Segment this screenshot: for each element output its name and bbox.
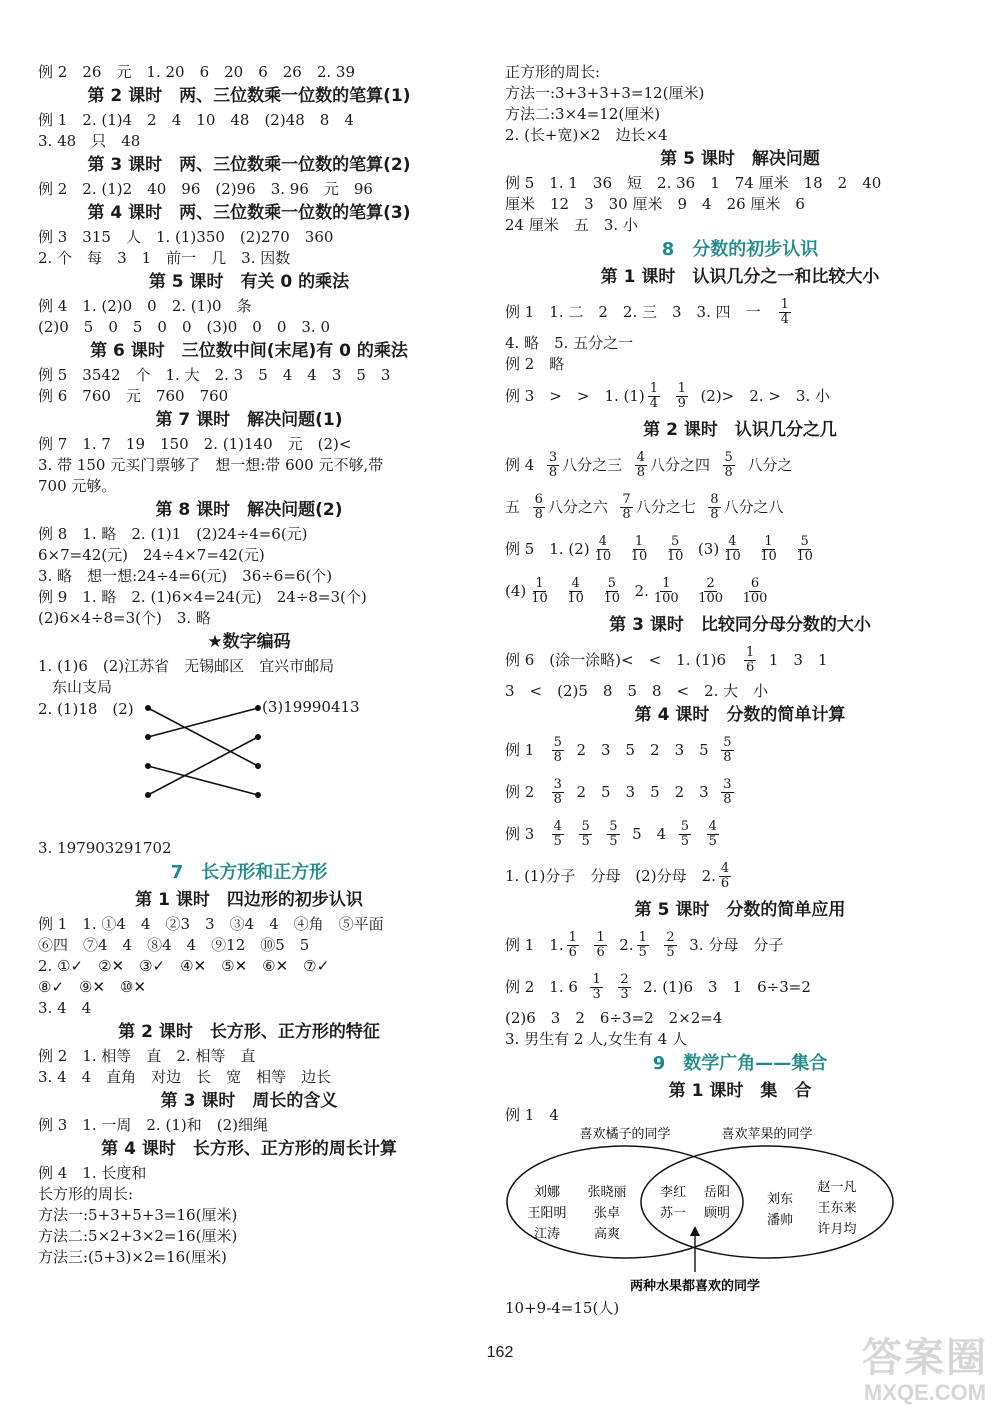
answer-text: 3. 分母 分子 (689, 935, 784, 954)
denominator: 3 (592, 986, 601, 1002)
answer-text: 2 3 5 2 3 5 (576, 740, 709, 759)
numerator: 1 (649, 380, 659, 396)
dot (255, 763, 261, 769)
answer-line: 方法二:3×4=12(厘米) (505, 105, 661, 123)
numerator: 5 (723, 734, 732, 750)
fraction (723, 451, 735, 479)
chapter-heading: 9 数学广角——集合 (652, 1053, 828, 1074)
answer-line (505, 639, 975, 681)
denominator: 6 (720, 875, 730, 891)
answer-line: 1. (1)6 (2)江苏省 无锡邮区 宜兴市邮局 (38, 657, 335, 675)
numerator: 5 (553, 734, 562, 750)
dot (255, 734, 261, 740)
fraction (629, 535, 650, 563)
denominator: 8 (548, 464, 558, 480)
answer-line (505, 729, 975, 771)
numerator: 5 (670, 533, 680, 549)
fraction (529, 577, 550, 605)
venn-name: 王东来 (817, 1201, 857, 1216)
match-line (148, 766, 258, 795)
answer-line: 2. (1)18 (2) (38, 700, 134, 718)
example-label: 例 3 (505, 824, 535, 843)
lesson-heading: 第 3 课时 周长的含义 (160, 1091, 338, 1111)
venn-name: 张晓丽 (587, 1185, 627, 1200)
fraction (552, 820, 564, 848)
fraction (652, 577, 681, 605)
denominator: 4 (649, 395, 659, 411)
denominator: 8 (724, 464, 733, 480)
answer-line: 2. (长+宽)×2 边长×4 (505, 126, 668, 144)
lesson-heading: 第 2 课时 认识几分之几 (643, 420, 837, 440)
answer-line: 例 2 略 (505, 355, 565, 373)
fraction (601, 577, 622, 605)
fraction (594, 931, 606, 959)
denominator: 5 (581, 833, 590, 849)
numerator: 3 (723, 776, 732, 792)
answer-line: 2. 个 每 3 1 前一 几 3. 因数 (38, 249, 291, 267)
answer-line: 例 1 2. (1)4 2 4 10 48 (2)48 8 4 (38, 111, 354, 129)
answer-line: 例 3 1. 一周 2. (1)和 (2)细绳 (38, 1116, 268, 1134)
denominator: 10 (531, 590, 548, 606)
denominator: 5 (638, 944, 647, 960)
fraction (741, 577, 770, 605)
match-line (148, 708, 258, 737)
answer-line: 3 < (2)5 8 5 8 < 2. 大 小 (505, 682, 769, 700)
fraction (648, 382, 660, 410)
answer-text: 1 3 1 (768, 650, 828, 669)
matching-diagram (38, 698, 460, 838)
lesson-heading: 第 6 课时 三位数中间(末尾)有 0 的乘法 (90, 341, 408, 361)
denominator: 8 (622, 506, 631, 522)
answer-line: 例 7 1. 7 19 150 2. (1)140 元 (2)< (38, 435, 352, 453)
lesson-heading: 第 4 课时 两、三位数乘一位数的笔算(3) (87, 203, 411, 223)
numerator: 6 (534, 491, 543, 507)
fraction (620, 493, 632, 521)
numerator: 1 (634, 533, 644, 549)
right-column (505, 62, 975, 1319)
venn-both-label: 两种水果都喜欢的同学 (629, 1279, 761, 1294)
fraction (676, 382, 688, 410)
answer-line: (2)6 3 2 6÷3=2 2×2=4 (505, 1009, 723, 1027)
match-line (148, 708, 258, 766)
venn-left-title: 喜欢橘子的同学 (579, 1127, 671, 1142)
answer-text: 2. (634, 581, 649, 600)
answer-text: 例 1 1. 二 2 2. 三 3 3. 四 一 (505, 302, 776, 321)
venn-right-title: 喜欢苹果的同学 (721, 1127, 813, 1142)
numerator: 1 (764, 533, 773, 549)
denominator: 9 (677, 395, 686, 411)
lesson-heading: 第 8 课时 解决问题(2) (155, 500, 343, 520)
answer-line: ⑧✓ ⑨✕ ⑩✕ (38, 978, 147, 996)
denominator: 10 (724, 548, 741, 564)
section-heading: ★数字编码 (207, 632, 291, 652)
fraction (579, 820, 591, 848)
fraction (593, 535, 614, 563)
fraction (607, 820, 619, 848)
dot (255, 705, 261, 711)
denominator: 100 (653, 590, 679, 606)
fraction (637, 931, 649, 959)
numerator: 4 (708, 818, 717, 834)
answer-line (505, 855, 975, 897)
fraction (552, 736, 564, 764)
numerator: 2 (620, 971, 629, 987)
fraction (708, 493, 720, 521)
answer-text: 八分之 (747, 455, 793, 474)
answer-line: 例 5 3542 个 1. 大 2. 3 5 4 4 3 5 3 (38, 366, 391, 384)
answer-text: (4) (505, 581, 527, 600)
answer-text: 八分之六 (547, 497, 608, 516)
answer-line: (2)6×4÷8=3(个) 3. 略 (38, 609, 211, 627)
denominator: 8 (553, 791, 562, 807)
answer-text: (2)> 2. > 3. 小 (700, 386, 830, 405)
denominator: 8 (710, 506, 719, 522)
fraction (696, 577, 725, 605)
answer-line: 例 1 1. ①4 4 ②3 3 ③4 4 ④角 ⑤平面 (38, 915, 384, 933)
denominator: 6 (746, 659, 755, 675)
numerator: 5 (607, 575, 616, 591)
answer-line: 方法三:(5+3)×2=16(厘米) (38, 1248, 227, 1266)
numerator: 8 (710, 491, 719, 507)
answer-line (505, 924, 975, 966)
denominator: 5 (553, 833, 562, 849)
venn-diagram (505, 1126, 975, 1298)
answer-line: 3. 4 4 (38, 999, 92, 1017)
venn-name: 刘东 (766, 1192, 794, 1207)
fraction (722, 535, 743, 563)
answer-text: 2. (1)6 3 1 6÷3=2 (643, 977, 811, 996)
answer-text: 五 (505, 497, 521, 516)
lesson-heading: 第 4 课时 长方形、正方形的周长计算 (101, 1139, 397, 1159)
numerator: 7 (622, 491, 631, 507)
numerator: 1 (662, 575, 671, 591)
answer-text: 例 2 1. 6 (505, 977, 578, 996)
venn-name: 王阳明 (527, 1206, 567, 1221)
answer-line: 3. 197903291702 (38, 839, 172, 857)
venn-name: 许月均 (817, 1222, 857, 1237)
numerator: 2 (706, 575, 715, 591)
answer-line: 例 3 315 人 1. (1)350 (2)270 360 (38, 228, 334, 246)
fraction (565, 577, 586, 605)
chapter-heading: 7 长方形和正方形 (170, 862, 328, 883)
answer-line: 700 元够。 (38, 477, 117, 495)
answer-line: 例 6 760 元 760 760 (38, 387, 229, 405)
answer-line (505, 375, 975, 417)
fraction (721, 736, 733, 764)
answer-line (505, 966, 975, 1008)
fraction (635, 451, 647, 479)
answer-line: 方法二:5×2+3×2=16(厘米) (38, 1227, 238, 1245)
page-number: 162 (486, 1344, 514, 1361)
fraction (590, 973, 602, 1001)
denominator: 5 (609, 833, 618, 849)
numerator: 3 (553, 776, 562, 792)
example-label: 例 4 (505, 455, 535, 474)
answer-line (505, 486, 975, 528)
lesson-heading: 第 3 课时 比较同分母分数的大小 (609, 615, 871, 635)
numerator: 4 (553, 818, 562, 834)
numerator: 5 (800, 533, 809, 549)
lesson-heading: 第 5 课时 解决问题 (660, 149, 820, 169)
denominator: 10 (594, 548, 612, 564)
lesson-heading: 第 2 课时 两、三位数乘一位数的笔算(1) (87, 86, 411, 106)
lesson-heading: 第 3 课时 两、三位数乘一位数的笔算(2) (87, 155, 411, 175)
numerator: 6 (750, 575, 760, 591)
dot (145, 763, 151, 769)
answer-text: 八分之三 (562, 455, 623, 474)
answer-line: 3. 4 4 直角 对边 长 宽 相等 边长 (38, 1068, 332, 1086)
venn-name: 高爽 (593, 1227, 621, 1242)
lesson-heading: 第 7 课时 解决问题(1) (155, 410, 343, 430)
answer-text: 例 1 1. (505, 935, 564, 954)
denominator: 4 (780, 311, 789, 327)
venn-name: 苏一 (659, 1206, 687, 1221)
lesson-heading: 第 5 课时 分数的简单应用 (634, 900, 846, 920)
answer-line (505, 528, 975, 570)
chapter-heading: 8 分数的初步认识 (661, 239, 819, 260)
denominator: 10 (567, 590, 584, 606)
numerator: 4 (728, 533, 737, 549)
example-label: 例 1 (505, 740, 535, 759)
denominator: 10 (666, 548, 684, 564)
numerator: 5 (680, 818, 690, 834)
answer-text: 例 3 > > 1. (1) (505, 386, 645, 405)
answer-line: 3. 带 150 元买门票够了 想一想:带 600 元不够,带 (38, 456, 384, 474)
answer-line: 例 4 1. 长度和 (38, 1164, 147, 1182)
answer-line: 方法一:5+3+5+3=16(厘米) (38, 1206, 238, 1224)
watermark (862, 1336, 988, 1406)
answer-line: 东山支局 (52, 678, 113, 696)
venn-name: 李红 (659, 1185, 687, 1200)
numerator: 1 (568, 929, 577, 945)
numerator: 4 (720, 860, 730, 876)
numerator: 4 (636, 449, 645, 465)
answer-text: 2 5 3 5 2 3 (576, 782, 709, 801)
denominator: 100 (742, 590, 768, 606)
fraction (758, 535, 779, 563)
denominator: 8 (534, 506, 543, 522)
fraction (618, 973, 630, 1001)
denominator: 8 (636, 464, 645, 480)
watermark-logo: 答案圈 (862, 1336, 988, 1380)
answer-line: 3. 略 想一想:24÷4=6(元) 36÷6=6(个) (38, 567, 333, 585)
answer-line: 10+9-4=15(人) (505, 1299, 620, 1317)
denominator: 10 (603, 590, 620, 606)
answer-line: 4. 略 5. 五分之一 (505, 334, 634, 352)
venn-name: 赵一凡 (817, 1180, 857, 1195)
numerator: 1 (746, 644, 755, 660)
fraction (794, 535, 815, 563)
numerator: 4 (598, 533, 608, 549)
answer-line (505, 570, 975, 612)
fraction (547, 451, 559, 479)
answer-line (505, 771, 975, 813)
denominator: 10 (630, 548, 648, 564)
numerator: 5 (581, 818, 590, 834)
watermark-url: MXQE.COM (863, 1380, 987, 1405)
lesson-heading: 第 1 课时 四边形的初步认识 (135, 890, 363, 910)
venn-name: 顾明 (703, 1206, 731, 1221)
answer-text: 例 6 (涂一涂略)< < 1. (1)6 (505, 650, 742, 669)
venn-name: 刘娜 (533, 1185, 561, 1200)
fraction (707, 820, 719, 848)
denominator: 5 (708, 833, 717, 849)
denominator: 8 (723, 791, 732, 807)
answer-line: 例 1 4 (505, 1106, 559, 1124)
answer-text: (3) (697, 539, 720, 558)
answer-text: 1. (1)分子 分母 (2)分母 2. (505, 866, 716, 885)
numerator: 5 (724, 449, 733, 465)
answer-line: 6×7=42(元) 24÷4×7=42(元) (38, 546, 265, 564)
answer-line: 3. 男生有 2 人,女生有 4 人 (505, 1030, 688, 1048)
answer-line: 例 8 1. 略 2. (1)1 (2)24÷4=6(元) (38, 525, 308, 543)
fraction (552, 778, 564, 806)
example-label: 例 2 (505, 782, 535, 801)
answer-text: 5 4 (632, 824, 667, 843)
answer-line: 例 2 26 元 1. 20 6 20 6 26 2. 39 (38, 63, 355, 81)
venn-name: 张卓 (593, 1206, 621, 1221)
answer-text: 2. (619, 935, 634, 954)
dot (255, 792, 261, 798)
answer-line: 例 5 1. 1 36 短 2. 36 1 74 厘米 18 2 40 (505, 174, 882, 192)
numerator: 2 (666, 929, 675, 945)
answer-line: (2)0 5 0 5 0 0 (3)0 0 0 3. 0 (38, 318, 331, 336)
answer-line (505, 813, 975, 855)
answer-line: 例 2 1. 相等 直 2. 相等 直 (38, 1047, 256, 1065)
answer-text: 八分之七 (635, 497, 696, 516)
answer-line: 3. 48 只 48 (38, 132, 141, 150)
numerator: 1 (638, 929, 647, 945)
fraction (533, 493, 545, 521)
answer-line: (3)19990413 (262, 698, 360, 716)
numerator: 1 (677, 380, 686, 396)
answer-text: 八分之四 (649, 455, 710, 474)
answer-text: 八分之八 (723, 497, 784, 516)
numerator: 1 (780, 296, 789, 312)
fraction (679, 820, 691, 848)
fraction (721, 778, 733, 806)
denominator: 3 (620, 986, 629, 1002)
venn-svg (505, 1126, 975, 1298)
dot (145, 705, 151, 711)
answer-line: 例 2 2. (1)2 40 96 (2)96 3. 96 元 96 (38, 180, 373, 198)
fraction (779, 298, 791, 326)
denominator: 8 (553, 749, 562, 765)
answer-line: ⑥四 ⑦4 4 ⑧4 4 ⑨12 ⑩5 5 (38, 936, 310, 954)
match-line (148, 737, 258, 795)
fraction (567, 931, 579, 959)
numerator: 3 (548, 449, 558, 465)
denominator: 100 (698, 590, 724, 606)
dot (145, 734, 151, 740)
answer-line: 方法一:3+3+3+3=12(厘米) (505, 84, 705, 102)
arrow-head (690, 1226, 700, 1236)
numerator: 1 (535, 575, 544, 591)
denominator: 8 (723, 749, 732, 765)
answer-line: 正方形的周长: (505, 63, 601, 81)
answer-line: 长方形的周长: (38, 1185, 134, 1203)
fraction (664, 931, 676, 959)
numerator: 4 (571, 575, 580, 591)
fraction (719, 862, 731, 890)
venn-name: 江涛 (533, 1227, 561, 1242)
connection-lines (138, 698, 338, 838)
fraction (744, 646, 756, 674)
answer-line: 2. ①✓ ②✕ ③✓ ④✕ ⑤✕ ⑥✕ ⑦✓ (38, 957, 330, 975)
denominator: 10 (796, 548, 813, 564)
dot (145, 792, 151, 798)
venn-name: 岳阳 (703, 1185, 731, 1200)
denominator: 10 (760, 548, 777, 564)
denominator: 6 (568, 944, 577, 960)
answer-line: 24 厘米 五 3. 小 (505, 216, 638, 234)
lesson-heading: 第 4 课时 分数的简单计算 (634, 705, 846, 725)
answer-line: 例 9 1. 略 2. (1)6×4=24(元) 24÷8=3(个) (38, 588, 367, 606)
lesson-heading: 第 5 课时 有关 0 的乘法 (148, 272, 350, 292)
numerator: 5 (609, 818, 618, 834)
denominator: 5 (680, 833, 690, 849)
answer-line (505, 291, 975, 333)
lesson-heading: 第 1 课时 集 合 (668, 1081, 812, 1101)
numerator: 1 (592, 971, 601, 987)
answer-line (505, 444, 975, 486)
denominator: 6 (596, 944, 605, 960)
denominator: 5 (666, 944, 675, 960)
fraction (665, 535, 686, 563)
lesson-heading: 第 1 课时 认识几分之一和比较大小 (600, 267, 880, 287)
answer-text: 例 5 1. (2) (505, 539, 590, 558)
venn-name: 潘帅 (766, 1213, 794, 1228)
lesson-heading: 第 2 课时 长方形、正方形的特征 (118, 1022, 380, 1042)
answer-line: 例 4 1. (2)0 0 2. (1)0 条 (38, 297, 252, 315)
answer-line: 厘米 12 3 30 厘米 9 4 26 厘米 6 (505, 195, 805, 213)
left-column (38, 62, 460, 1268)
numerator: 1 (596, 929, 605, 945)
